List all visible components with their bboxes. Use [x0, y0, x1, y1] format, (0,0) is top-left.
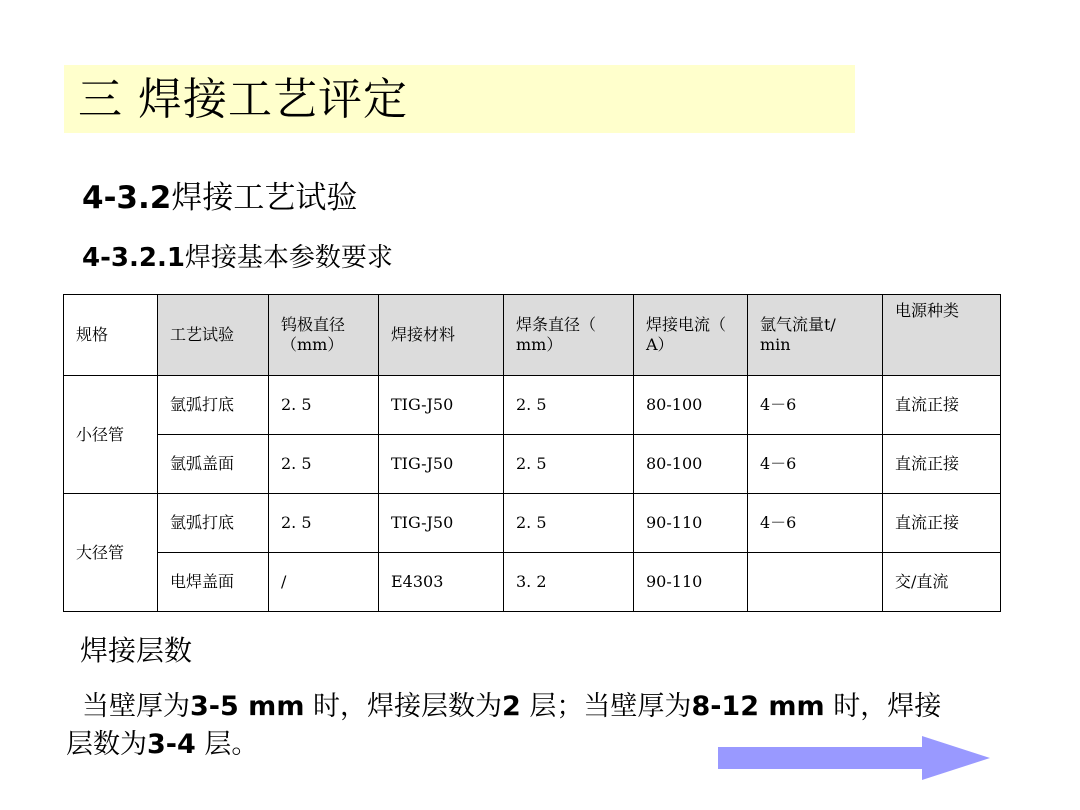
header-current-line2: A）: [646, 335, 674, 354]
power-cell: 交/直流: [883, 553, 1001, 612]
subsection-heading: [82, 240, 393, 276]
header-argon-line2: min: [760, 335, 791, 354]
header-process: 工艺试验: [158, 295, 269, 376]
header-argon: [748, 295, 883, 376]
process-cell: 氩弧盖面: [158, 435, 269, 494]
header-spec: 规格: [64, 295, 158, 376]
header-rod-line2: mm）: [516, 335, 563, 354]
layers-value-thickness2: 8-12 mm: [691, 691, 825, 722]
current-cell: 80-100: [634, 376, 748, 435]
rod-cell: 3. 2: [504, 553, 634, 612]
argon-cell: 4－6: [748, 435, 883, 494]
tungsten-cell: 2. 5: [269, 494, 379, 553]
table-row: [64, 376, 1001, 435]
header-material: 焊接材料: [379, 295, 504, 376]
tungsten-cell: 2. 5: [269, 435, 379, 494]
spec-cell: 小径管: [64, 376, 158, 494]
argon-cell: 4－6: [748, 494, 883, 553]
rod-cell: 2. 5: [504, 435, 634, 494]
process-cell: 氩弧打底: [158, 494, 269, 553]
current-cell: 90-110: [634, 494, 748, 553]
next-arrow-icon[interactable]: [718, 736, 994, 780]
layers-text-part3: 层；当壁厚为: [520, 691, 692, 722]
header-argon-line1: 氩气流量t/: [760, 315, 836, 334]
subsection-number: 4-3.2.1: [82, 243, 185, 273]
layers-value-count2: 3-4: [147, 729, 196, 760]
table-header-row: [64, 295, 1001, 376]
section-heading: [82, 178, 357, 218]
argon-cell: 4－6: [748, 376, 883, 435]
material-cell: TIG-J50: [379, 494, 504, 553]
table-row: [64, 435, 1001, 494]
table-row: [64, 553, 1001, 612]
power-cell: 直流正接: [883, 435, 1001, 494]
process-cell: 电焊盖面: [158, 553, 269, 612]
current-cell: 80-100: [634, 435, 748, 494]
layers-heading: 焊接层数: [80, 634, 193, 667]
layers-value-thickness1: 3-5 mm: [190, 691, 305, 722]
header-rod-line1: 焊条直径（: [516, 315, 597, 334]
tungsten-cell: /: [269, 553, 379, 612]
header-tungsten-line2: （mm）: [281, 335, 344, 354]
header-tungsten-line1: 钨极直径: [281, 315, 346, 334]
current-cell: 90-110: [634, 553, 748, 612]
material-cell: TIG-J50: [379, 376, 504, 435]
process-cell: 氩弧打底: [158, 376, 269, 435]
argon-cell: [748, 553, 883, 612]
rod-cell: 2. 5: [504, 376, 634, 435]
welding-parameters-table: [63, 294, 1001, 612]
header-rod: [504, 295, 634, 376]
spec-cell: 大径管: [64, 494, 158, 612]
tungsten-cell: 2. 5: [269, 376, 379, 435]
header-tungsten: [269, 295, 379, 376]
header-current: [634, 295, 748, 376]
layers-text-part4: 时，焊接层数为: [66, 691, 942, 760]
subsection-text: 焊接基本参数要求: [184, 243, 393, 273]
material-cell: E4303: [379, 553, 504, 612]
table-row: [64, 494, 1001, 553]
header-current-line1: 焊接电流（: [646, 315, 727, 334]
header-power: 电源种类: [883, 295, 1001, 376]
power-cell: 直流正接: [883, 376, 1001, 435]
material-cell: TIG-J50: [379, 435, 504, 494]
power-cell: 直流正接: [883, 494, 1001, 553]
rod-cell: 2. 5: [504, 494, 634, 553]
layers-value-count1: 2: [502, 691, 521, 722]
section-number: 4-3.2: [82, 180, 172, 216]
section-text: 焊接工艺试验: [171, 180, 358, 216]
layers-text-part1: 当壁厚为: [82, 691, 190, 722]
page-title: 三 焊接工艺评定: [78, 74, 408, 125]
layers-text-part2: 时，焊接层数为: [304, 691, 503, 722]
layers-text-part5: 层。: [195, 729, 259, 760]
